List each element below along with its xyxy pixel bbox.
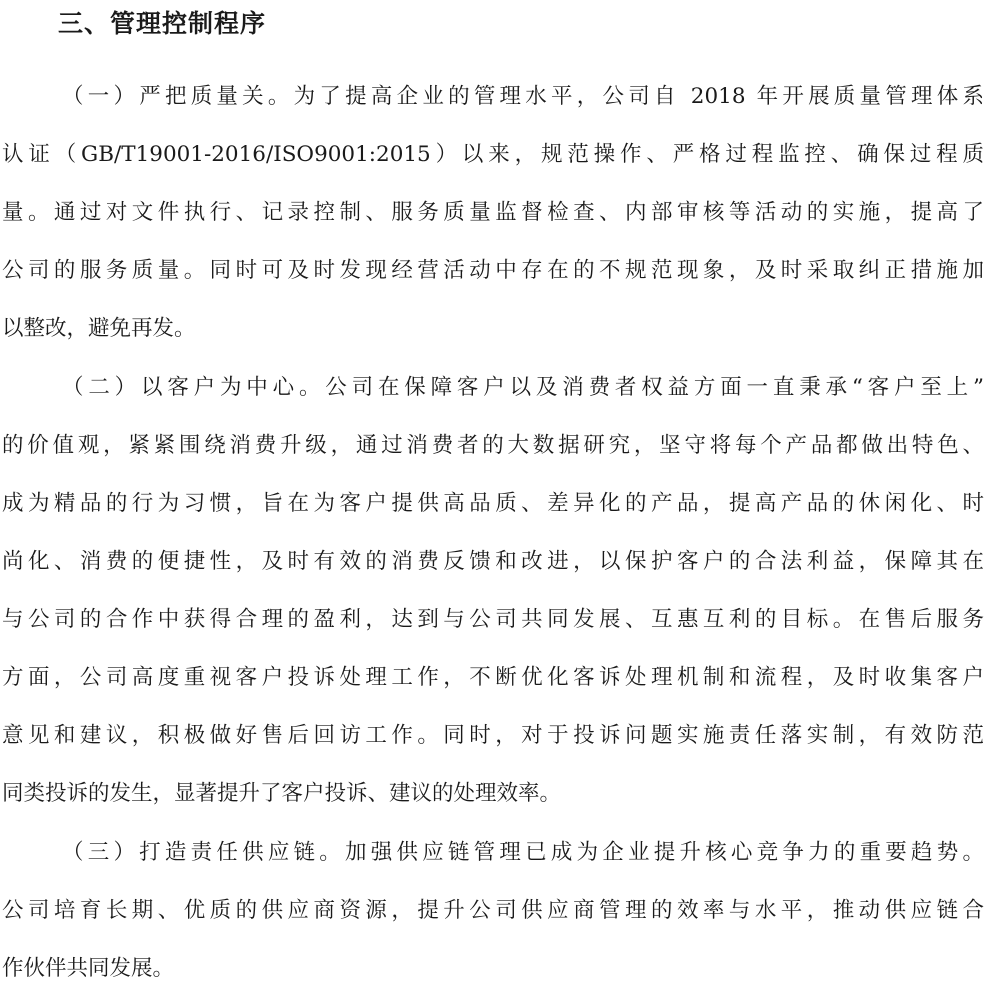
text-line: 成为精品的行为习惯，旨在为客户提供高品质、差异化的产品，提高产品的休闲化、时 (2, 491, 984, 516)
text-line: 与公司的合作中获得合理的盈利，达到与公司共同发展、互惠互利的目标。在售后服务 (2, 607, 984, 632)
text-line: 作伙伴共同发展。 (2, 956, 175, 981)
text-line: （三）打造责任供应链。加强供应链管理已成为企业提升核心竞争力的重要趋势。 (62, 840, 984, 865)
section-heading: 三、管理控制程序 (58, 9, 267, 38)
text-line: 认证（GB/T19001-2016/ISO9001:2015）以来，规范操作、严格过程监控、确保过程质 (2, 142, 984, 167)
text-line: 同类投诉的发生，显著提升了客户投诉、建议的处理效率。 (2, 781, 562, 806)
text-line: 以整改，避免再发。 (2, 316, 196, 341)
text-line: 量。通过对文件执行、记录控制、服务质量监督检查、内部审核等活动的实施，提高了 (2, 200, 984, 225)
text-line: （二）以客户为中心。公司在保障客户以及消费者权益方面一直秉承“客户至上” (62, 375, 984, 400)
text-line: 公司的服务质量。同时可及时发现经营活动中存在的不规范现象，及时采取纠正措施加 (2, 258, 984, 283)
text-line: 的价值观，紧紧围绕消费升级，通过消费者的大数据研究，坚守将每个产品都做出特色、 (2, 433, 984, 458)
text-line: 尚化、消费的便捷性，及时有效的消费反馈和改进，以保护客户的合法利益，保障其在 (2, 549, 984, 574)
text-line: （一）严把质量关。为了提高企业的管理水平，公司自 2018 年开展质量管理体系 (62, 84, 984, 109)
text-line: 公司培育长期、优质的供应商资源，提升公司供应商管理的效率与水平，推动供应链合 (2, 898, 984, 923)
text-line: 方面，公司高度重视客户投诉处理工作，不断优化客诉处理机制和流程，及时收集客户 (2, 665, 984, 690)
text-line: 意见和建议，积极做好售后回访工作。同时，对于投诉问题实施责任落实制，有效防范 (2, 723, 984, 748)
